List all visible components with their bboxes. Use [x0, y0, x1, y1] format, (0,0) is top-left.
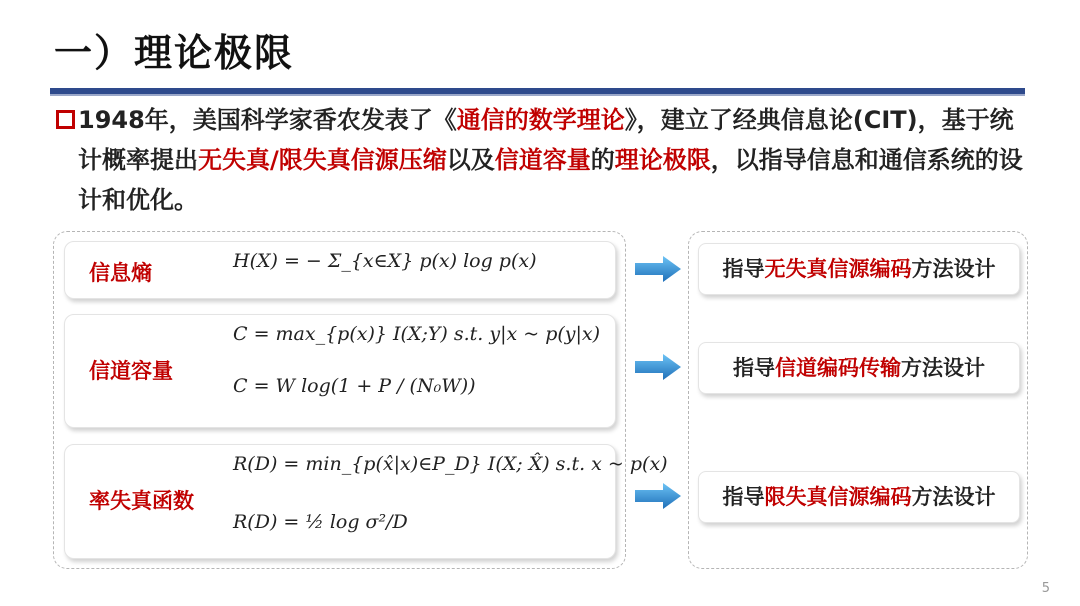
entropy-formula-text: H(X) = − Σ_{x∈X} p(x) log p(x)	[233, 250, 537, 272]
intro-text-4: 的	[590, 146, 615, 174]
guide-pre: 指导	[722, 485, 765, 509]
capacity-formula-2: C = W log(1 + P / (N₀W))	[233, 375, 476, 397]
guide-lossy-coding	[698, 471, 1020, 523]
bullet-square-icon	[56, 110, 75, 129]
guide-pre: 指导	[733, 356, 775, 380]
capacity-label: 信道容量	[89, 359, 173, 383]
title-divider-thin	[50, 94, 1025, 96]
rate-distortion-label: 率失真函数	[89, 489, 194, 513]
entropy-label: 信息熵	[89, 261, 152, 285]
rate-distortion-formula-1: R(D) = min_{p(x̂|x)∈P_D} I(X; X̂) s.t. x ~ p(x)	[233, 453, 668, 475]
intro-paragraph	[78, 100, 1023, 220]
guide-post: 方法设计	[901, 356, 985, 380]
rate-distortion-card	[64, 444, 668, 559]
intro-capacity: 信道容量	[494, 146, 591, 174]
intro-text-3: 以及	[446, 146, 495, 174]
guide-post: 方法设计	[911, 257, 996, 281]
rate-distortion-formula-2: R(D) = ½ log σ²/D	[233, 511, 408, 533]
intro-text-2: 》，建立了经典信息论(CIT)，基于统计概率提出	[78, 106, 1014, 174]
guide-highlight: 无失真信源编码	[764, 257, 912, 281]
guide-lossless-coding	[698, 243, 1020, 295]
guide-pre: 指导	[722, 257, 765, 281]
capacity-card	[64, 314, 616, 428]
guide-post: 方法设计	[911, 485, 996, 509]
intro-limit: 理论极限	[614, 146, 711, 174]
page-number: 5	[1041, 581, 1050, 596]
page-title: 一）理论极限	[54, 31, 295, 75]
entropy-formula	[233, 250, 537, 272]
intro-text-1: 1948年，美国科学家香农发表了《	[78, 106, 457, 134]
guide-highlight: 限失真信源编码	[764, 485, 912, 509]
right-arrow-icon	[633, 254, 683, 284]
intro-lossless: 无失真/限失真信源压缩	[198, 146, 447, 174]
right-arrow-icon	[633, 352, 683, 382]
intro-paper-title: 通信的数学理论	[456, 106, 625, 134]
capacity-formula-1: C = max_{p(x)} I(X;Y) s.t. y|x ~ p(y|x)	[233, 323, 601, 345]
right-arrow-icon	[633, 481, 683, 511]
guide-highlight: 信道编码传输	[775, 356, 901, 380]
guide-channel-coding	[698, 342, 1020, 394]
intro-text-5: ，以指导信息和通信系统的设计和优化。	[78, 146, 1023, 214]
entropy-card	[64, 241, 616, 299]
